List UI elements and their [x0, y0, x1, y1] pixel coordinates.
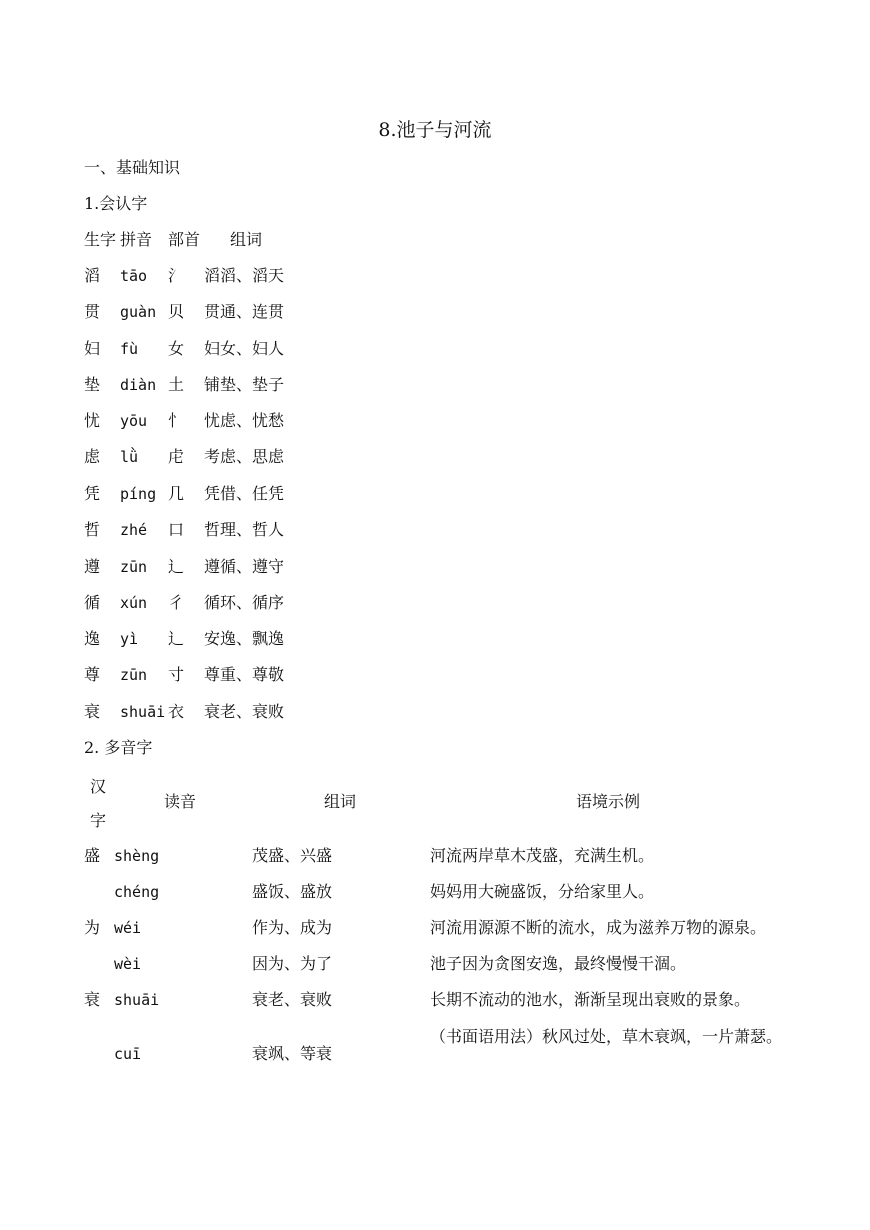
row-char: 为 — [84, 918, 101, 937]
row-words: 尊重、尊敬 — [204, 665, 285, 684]
row-char: 衰 — [84, 702, 101, 721]
row-radical: 辶 — [168, 557, 185, 576]
row-radical: 衣 — [168, 702, 185, 721]
row-char: 循 — [84, 593, 101, 612]
row-words: 凭借、任凭 — [204, 484, 285, 503]
row-pinyin: fù — [120, 340, 139, 358]
row-words: 哲理、哲人 — [204, 520, 285, 539]
row-pinyin: guàn — [120, 303, 157, 321]
row-char: 垫 — [84, 375, 101, 394]
row-example: 池子因为贪图安逸，最终慢慢干涸。 — [430, 954, 687, 973]
row-pinyin: chéng — [114, 883, 160, 901]
row-char: 滔 — [84, 266, 101, 285]
row-words: 衰老、衰败 — [252, 990, 333, 1009]
row-pinyin: xún — [120, 594, 148, 612]
row-char: 妇 — [84, 339, 101, 358]
row-words: 滔滔、滔天 — [204, 266, 285, 285]
row-pinyin: yì — [120, 630, 139, 648]
row-pinyin: zūn — [120, 558, 148, 576]
row-pinyin: shuāi — [114, 991, 160, 1009]
row-pinyin: cuī — [114, 1045, 142, 1063]
row-char: 凭 — [84, 484, 101, 503]
header-example: 语境示例 — [576, 792, 641, 811]
row-pinyin: wéi — [114, 919, 142, 937]
row-words: 茂盛、兴盛 — [252, 846, 333, 865]
row-words: 盛饭、盛放 — [252, 882, 333, 901]
row-char: 贯 — [84, 302, 101, 321]
row-example: 河流两岸草木茂盛，充满生机。 — [430, 846, 655, 865]
row-radical: 土 — [168, 375, 185, 394]
row-words: 衰飒、等衰 — [252, 1044, 333, 1063]
row-words: 铺垫、垫子 — [204, 375, 285, 394]
row-words: 作为、成为 — [252, 918, 333, 937]
row-radical: 寸 — [168, 665, 185, 684]
row-radical: 辶 — [168, 629, 185, 648]
header-words: 组词 — [324, 792, 357, 811]
section-heading-basics: 一、基础知识 — [84, 158, 181, 177]
row-pinyin: tāo — [120, 267, 148, 285]
row-radical: 贝 — [168, 302, 185, 321]
row-pinyin: zūn — [120, 666, 148, 684]
row-char: 遵 — [84, 557, 101, 576]
polyphone-table-header — [84, 770, 804, 838]
row-words: 循环、循序 — [204, 593, 285, 612]
row-pinyin: yōu — [120, 412, 148, 430]
row-pinyin: diàn — [120, 376, 157, 394]
row-char: 逸 — [84, 629, 101, 648]
row-char: 尊 — [84, 665, 101, 684]
row-example: 长期不流动的池水，渐渐呈现出衰败的景象。 — [430, 990, 751, 1009]
header-char-top: 汉 — [89, 777, 106, 796]
row-pinyin: shèng — [114, 847, 160, 865]
row-words: 因为、为了 — [252, 954, 333, 973]
row-words: 考虑、思虑 — [204, 447, 285, 466]
row-pinyin: shuāi — [120, 703, 166, 721]
page-title: 8.池子与河流 — [378, 119, 492, 141]
row-words: 贯通、连贯 — [204, 302, 285, 321]
header-char-bottom: 字 — [89, 811, 106, 830]
row-words: 安逸、飘逸 — [204, 629, 285, 648]
header-char: 生字 — [84, 230, 117, 249]
header-pinyin: 拼音 — [120, 230, 153, 249]
row-example: 河流用源源不断的流水，成为滋养万物的源泉。 — [430, 918, 767, 937]
row-pinyin: lǜ — [120, 448, 139, 466]
row-example: （书面语用法）秋风过处，草木衰飒，一片萧瑟。 — [430, 1027, 783, 1046]
row-radical: 几 — [168, 484, 185, 503]
row-char: 盛 — [84, 846, 101, 865]
row-pinyin: zhé — [120, 521, 148, 539]
header-radical: 部首 — [168, 230, 201, 249]
row-radical: 虍 — [168, 447, 185, 466]
row-radical: 口 — [168, 520, 185, 539]
row-radical: 彳 — [168, 593, 185, 612]
row-char: 哲 — [84, 520, 101, 539]
row-radical: 女 — [168, 339, 185, 358]
row-example: 妈妈用大碗盛饭，分给家里人。 — [430, 882, 655, 901]
row-radical: 氵 — [168, 266, 185, 285]
subheading-recognize-chars: 1.会认字 — [84, 194, 148, 213]
row-char: 虑 — [84, 447, 101, 466]
row-words: 衰老、衰败 — [204, 702, 285, 721]
row-words: 忧虑、忧愁 — [204, 411, 285, 430]
row-pinyin: wèi — [114, 955, 142, 973]
row-words: 妇女、妇人 — [204, 339, 285, 358]
header-words: 组词 — [230, 230, 263, 249]
row-char: 忧 — [84, 411, 101, 430]
header-reading: 读音 — [164, 792, 197, 811]
subheading-polyphones: 2. 多音字 — [84, 738, 153, 757]
row-pinyin: píng — [120, 485, 157, 503]
row-radical: 忄 — [168, 411, 185, 430]
row-char: 衰 — [84, 990, 101, 1009]
row-words: 遵循、遵守 — [204, 557, 285, 576]
